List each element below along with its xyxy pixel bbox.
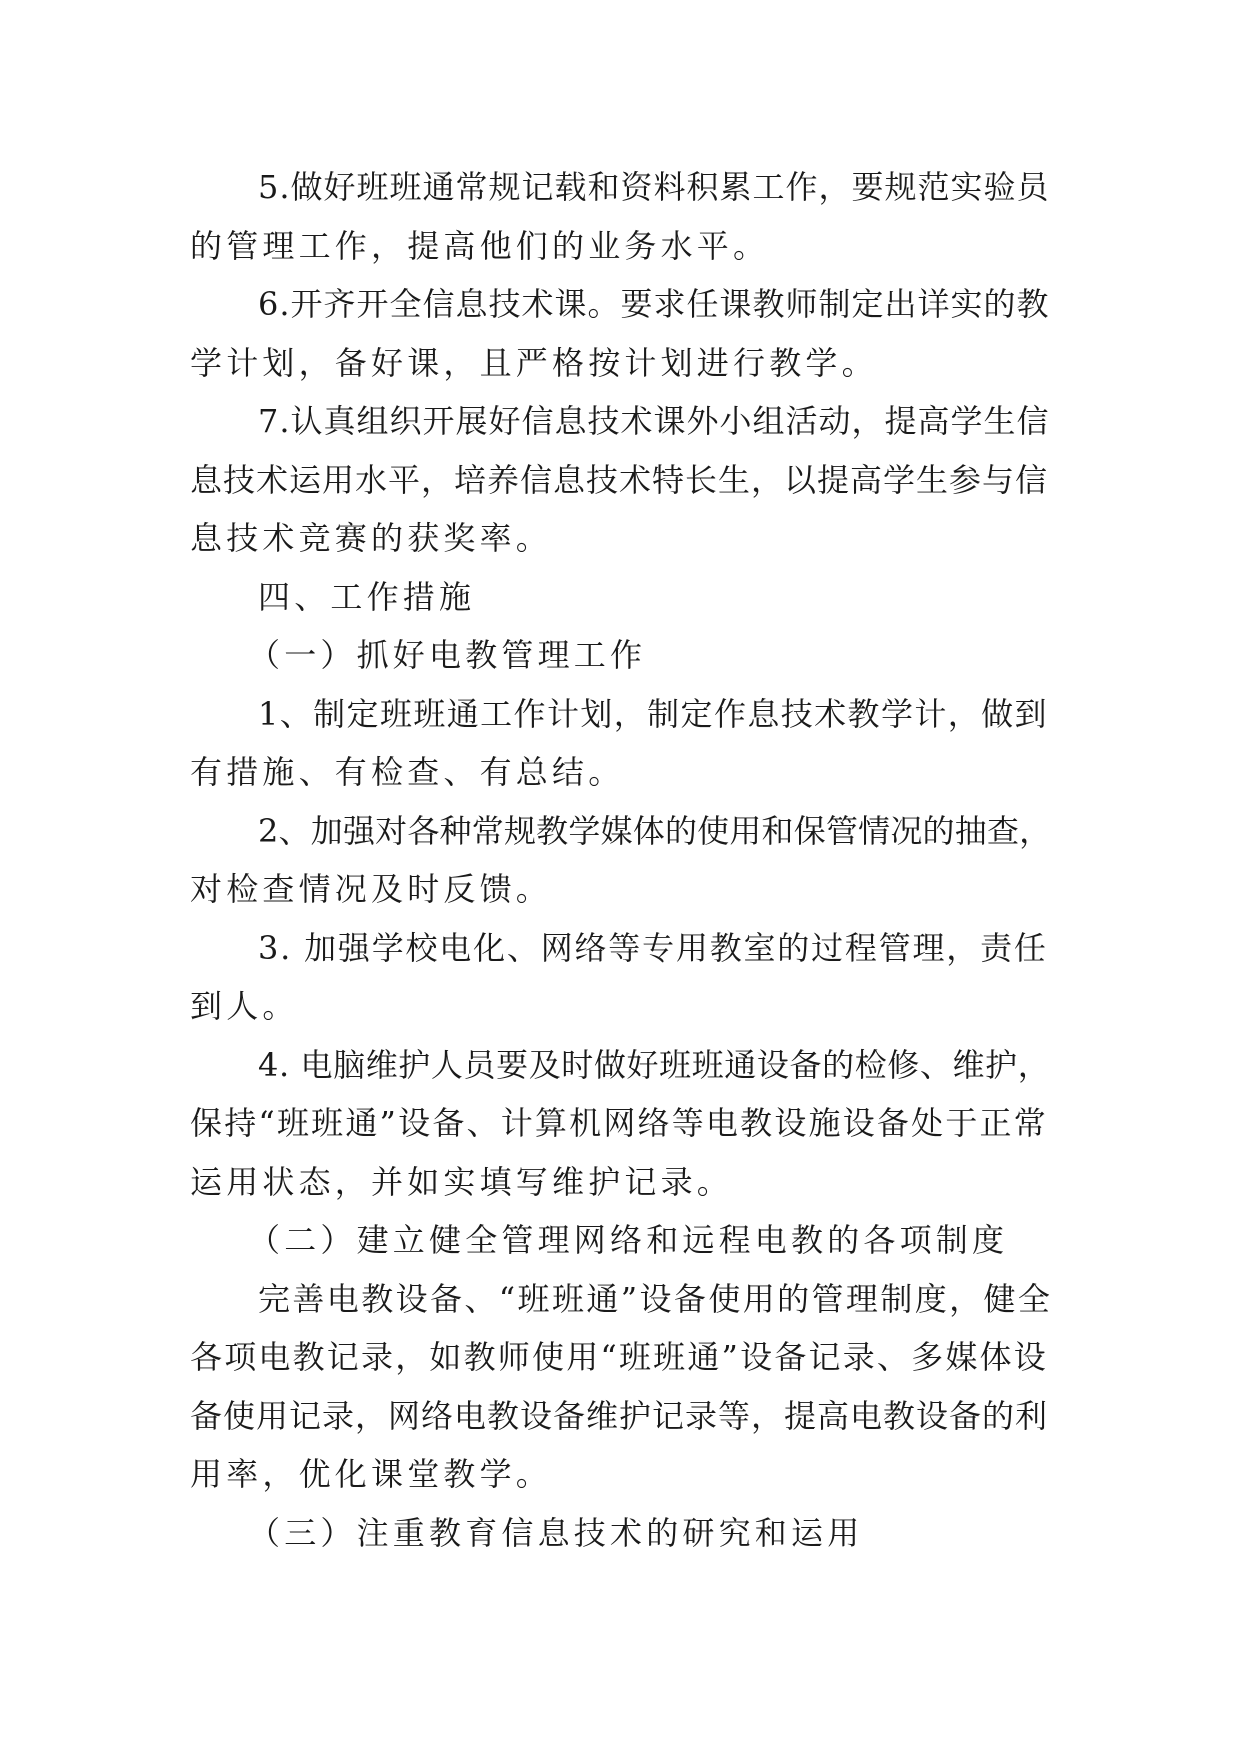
paragraph-7-line-3: 息技术竞赛的获奖率。 bbox=[190, 519, 553, 557]
paragraph-5-line-1: 5.做好班班通常规记载和资料积累工作，要规范实验员 bbox=[258, 168, 1050, 206]
paragraph-5-line-2: 的管理工作，提高他们的业务水平。 bbox=[190, 226, 770, 265]
paragraph-system-line-2: 各项电教记录，如教师使用“班班通”设备记录、多媒体设 bbox=[190, 1338, 1048, 1376]
paragraph-system-line-1: 完善电教设备、“班班通”设备使用的管理制度，健全 bbox=[258, 1279, 1053, 1318]
paragraph-6-line-2: 学计划，备好课，且严格按计划进行教学。 bbox=[190, 343, 878, 382]
item-1-line-1: 1、制定班班通工作计划，制定作息技术教学计，做到 bbox=[258, 694, 1048, 733]
item-2-line-1: 2、加强对各种常规教学媒体的使用和保管情况的抽查， bbox=[258, 811, 1052, 850]
item-3-line-1: 3. 加强学校电化、网络等专用教室的过程管理，责任 bbox=[258, 928, 1048, 967]
item-1-line-2: 有措施、有检查、有总结。 bbox=[190, 753, 625, 791]
section-heading-work-measures: 四、工作措施 bbox=[258, 577, 476, 616]
item-3-line-2: 到人。 bbox=[190, 987, 299, 1025]
item-4-line-1: 4. 电脑维护人员要及时做好班班通设备的检修、维护， bbox=[258, 1045, 1051, 1084]
subsection-heading-2: （二）建立健全管理网络和远程电教的各项制度 bbox=[248, 1221, 1009, 1259]
document-body bbox=[190, 158, 1052, 1562]
item-4-line-2: 保持“班班通”设备、计算机网络等电教设施设备处于正常 bbox=[190, 1104, 1048, 1142]
subsection-heading-1: （一）抓好电教管理工作 bbox=[248, 636, 647, 674]
paragraph-6-line-1: 6.开齐开全信息技术课。要求任课教师制定出详实的教 bbox=[258, 285, 1050, 323]
item-2-line-2: 对检查情况及时反馈。 bbox=[190, 870, 553, 908]
item-4-line-3: 运用状态，并如实填写维护记录。 bbox=[190, 1162, 734, 1201]
paragraph-7-line-2: 息技术运用水平，培养信息技术特长生，以提高学生参与信 bbox=[190, 460, 1049, 499]
paragraph-system-line-4: 用率，优化课堂教学。 bbox=[190, 1455, 553, 1493]
paragraph-system-line-3: 备使用记录，网络电教设备维护记录等，提高电教设备的利 bbox=[190, 1396, 1049, 1435]
paragraph-7-line-1: 7.认真组织开展好信息技术课外小组活动，提高学生信 bbox=[258, 402, 1050, 440]
subsection-heading-3: （三）注重教育信息技术的研究和运用 bbox=[248, 1513, 864, 1552]
